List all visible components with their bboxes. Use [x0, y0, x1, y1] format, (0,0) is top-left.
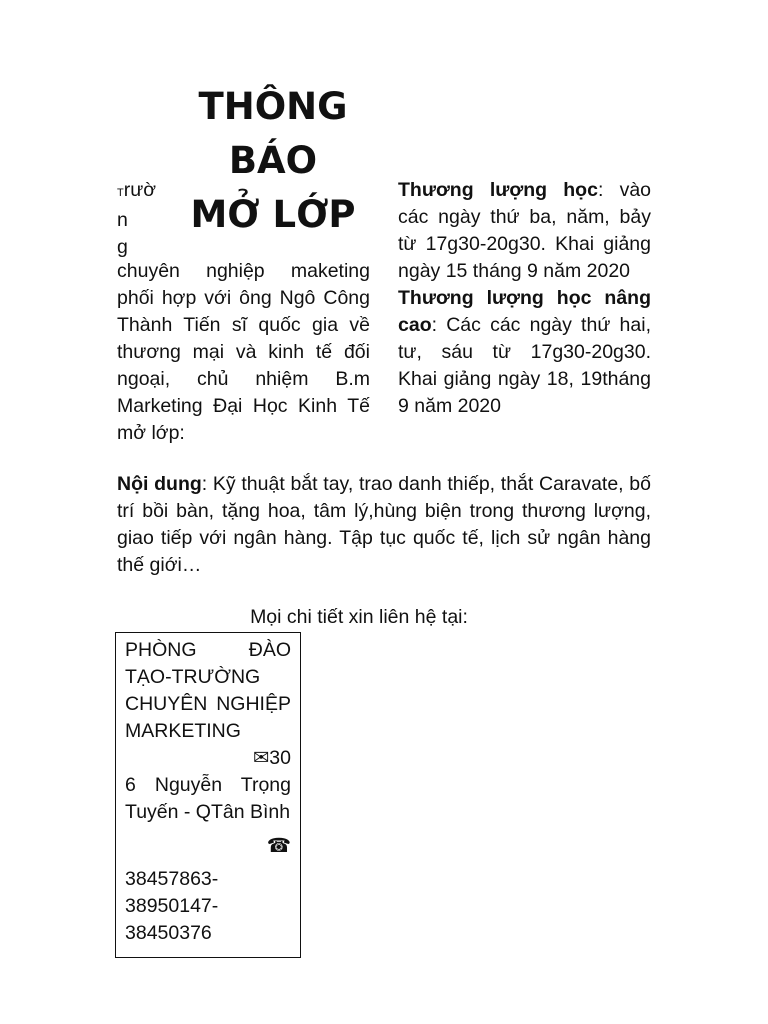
contact-heading: Mọi chi tiết xin liên hệ tại:	[250, 606, 468, 628]
course-item	[398, 285, 651, 420]
page-title	[190, 80, 356, 242]
contact-address-start	[125, 745, 291, 772]
contact-box	[115, 632, 301, 958]
intro-dropcap	[117, 177, 169, 261]
course-separator: :	[597, 179, 604, 201]
course-list	[398, 177, 651, 420]
course-item	[398, 177, 651, 285]
contact-phone-3: 38450376	[125, 922, 212, 944]
dropcap-line-1: rườ	[123, 179, 157, 201]
content-separator: :	[201, 473, 208, 495]
title-line-1: THÔNG	[198, 85, 348, 128]
contact-phone-2: 38950147-	[125, 895, 219, 917]
course-separator: :	[431, 314, 438, 336]
contact-phone-1: 38457863-	[125, 868, 219, 890]
course-detail: vào các ngày thứ ba, năm, bảy từ 17g30-20g30. Khai giảng ngày 15 tháng 9 năm 2020	[398, 179, 652, 282]
phone-icon: ☎	[266, 835, 291, 857]
mail-icon: ✉	[252, 747, 270, 769]
dropcap-line-3: g	[117, 236, 128, 258]
title-line-3: MỞ LỚP	[190, 193, 356, 236]
dropcap-line-2: n	[117, 209, 128, 231]
intro-paragraph: chuyên nghiệp maketing phối hợp với ông Ngô Công Thành Tiến sĩ quốc gia về thương mại và kinh tế đối ngoại, chủ nhiệm B.m Marketing Đại Học Kinh Tế mở lớp:	[117, 260, 370, 444]
dropcap-small-letter: T	[117, 187, 124, 199]
content-paragraph	[117, 471, 651, 579]
course-detail: Các các ngày thứ hai, tư, sáu từ 17g30-20g30. Khai giảng ngày 18, 19tháng 9 năm 2020	[398, 314, 651, 417]
address-number: 30	[269, 747, 291, 769]
course-name: Thương lượng học nâng cao	[398, 287, 651, 336]
contact-address: 6 Nguyễn Trọng Tuyến - QTân Bình	[125, 774, 291, 823]
course-name: Thương lượng học	[398, 179, 598, 201]
content-label: Nội dung	[117, 473, 202, 495]
contact-org: PHÒNG ĐÀO TẠO-TRƯỜNG CHUYÊN NGHIỆP MARKETING	[125, 639, 291, 742]
title-line-2: BÁO	[228, 139, 318, 182]
content-text: Kỹ thuật bắt tay, trao danh thiếp, thắt Caravate, bố trí bồi bàn, tặng hoa, tâm lý,hùng biện trong thương lượng, giao tiếp với ngân hàng. Tập tục quốc tế, lịch sử ngân hàng thế giới…	[117, 473, 651, 576]
